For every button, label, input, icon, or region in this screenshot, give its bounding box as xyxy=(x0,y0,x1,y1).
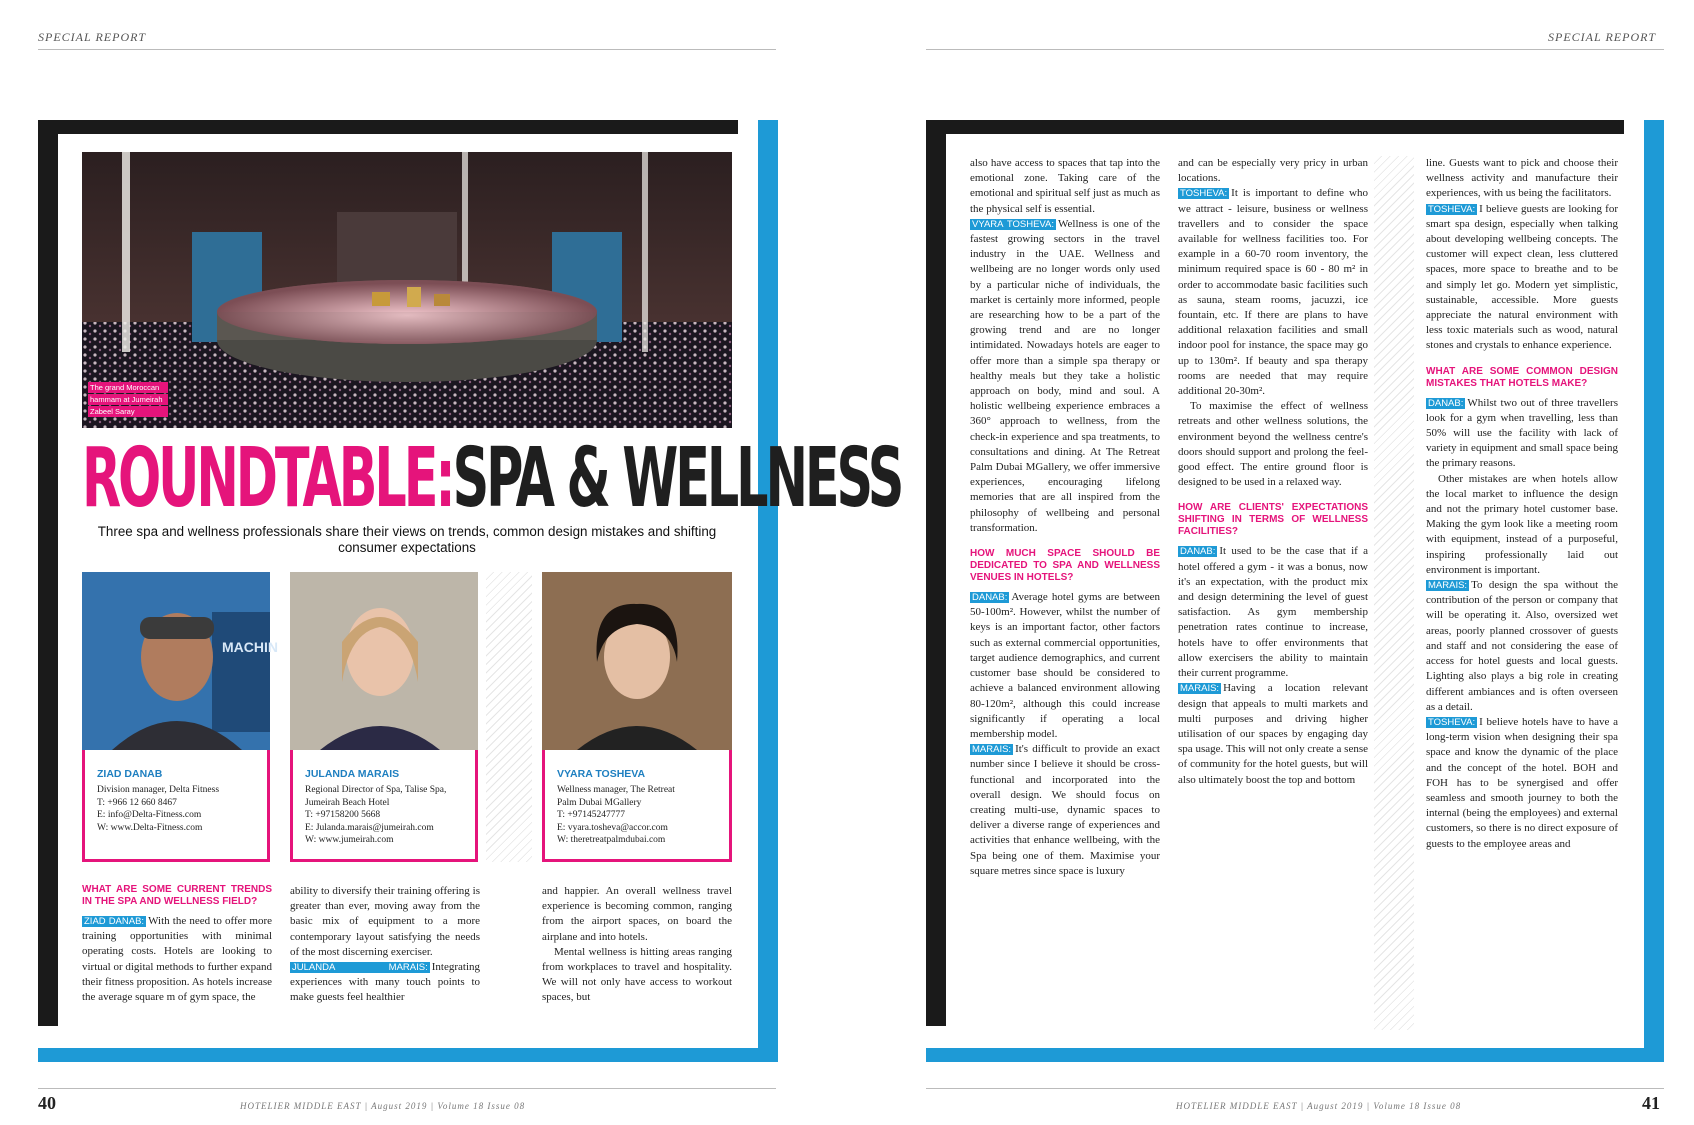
speaker-tag: DANAB: xyxy=(972,592,1008,604)
person-phone: T: +97145247777 xyxy=(557,810,625,820)
footer-left: HOTELIER MIDDLE EAST | August 2019 | Volume 18 Issue 08 xyxy=(240,1101,526,1111)
answer-text: I believe guests are looking for smart spa design, especially when talking about developing wellbeing concepts. The customer will expect clean, less cluttered spaces, more space to breathe and to be and simply let go. Modern yet simplistic, sustainable, accessible. More guests appreciate the natural environment with less toxic materials such as wood, natural stones and crystals to enhance experience. xyxy=(1426,202,1618,352)
answer-text: It used to be the case that if a hotel offered a gym - it was a bonus, now it's an expectation, with the product mix and design determining the level of guest satisfaction. As gym membership penetration rates continue to increase, hotels have to offer environments that allow exercisers the ability to maintain their current programme. xyxy=(1178,545,1368,680)
portrait-julanda-marais xyxy=(290,572,478,750)
answer-text: Mental wellness is hitting areas ranging from workplaces to travel and hospitality. We will not only have access to workout spaces, but xyxy=(542,945,732,1004)
speaker-tag: TOSHEVA: xyxy=(1428,716,1476,728)
right-column-3 xyxy=(1426,156,1618,1030)
question-heading: WHAT ARE SOME COMMON DESIGN MISTAKES THAT HOTELS MAKE? xyxy=(1426,365,1618,389)
left-column-2 xyxy=(290,884,480,1032)
answer-text: To design the spa without the contribution of the person or company that will be operating it. Also, oversized wet areas, poorly planned crossover of guests and staff and not considering the ease of access for hotel guests and local guests. Lighting also plays a big role in creating different ambiances and is often overseen as a detail. xyxy=(1426,579,1618,713)
person-hotel: Jumeirah Beach Hotel xyxy=(305,797,390,808)
standfirst: Three spa and wellness professionals share their views on trends, common design mistakes and shifting consumer expectations xyxy=(97,524,717,555)
running-head-left: SPECIAL REPORT xyxy=(38,30,147,44)
footer-rule-left xyxy=(38,1088,776,1089)
person-email: E: info@Delta-Fitness.com xyxy=(97,810,202,820)
person-title: Wellness manager, The Retreat xyxy=(557,785,675,795)
running-head-right: SPECIAL REPORT xyxy=(1548,30,1657,44)
answer-text: It's difficult to provide an exact number since I believe it should be cross-functional and incorporated into the overall design. We should focus on creating multi-use, dynamic spaces to deliver a diverse range of experiences and activities that enhance wellbeing, with the Spa being one of them. Maximise your square metres since space is luxury xyxy=(970,743,1160,877)
portrait-ziad-danab xyxy=(82,572,278,750)
title-spa-wellness: SPA & WELLNESS xyxy=(452,431,902,526)
person-title: Regional Director of Spa, Talise Spa, xyxy=(305,785,447,795)
answer-text: Whilst two out of three travellers look for a gym when travelling, less than 50% will use the facility with lack of variety in equipment and small space being the primary reasons. xyxy=(1426,396,1618,470)
hatch-decoration xyxy=(486,572,532,862)
speaker-tag: JULANDA MARAIS: xyxy=(292,962,428,974)
speaker-tag: MARAIS: xyxy=(1428,580,1468,592)
frame-top-bar-right xyxy=(926,120,1624,134)
card-ziad-danab xyxy=(82,750,270,862)
frame-bottom-bar-right xyxy=(926,1048,1664,1062)
person-email: E: Julanda.marais@jumeirah.com xyxy=(305,822,434,833)
person-name: VYARA TOSHEVA xyxy=(557,768,646,780)
person-phone: T: +97158200 5668 xyxy=(305,810,381,820)
photo-caption: The grand Moroccan hammam at Jumeirah Zabeel Saray xyxy=(88,382,168,418)
answer-text: Other mistakes are when hotels allow the local market to influence the design and not the primary hotel customer base. Making the gym look like a meeting room with equipment, instead of a purposeful, inspiring professionally laid out environment is important. xyxy=(1426,472,1618,576)
question-heading: WHAT ARE SOME CURRENT TRENDS IN THE SPA AND WELLNESS FIELD? xyxy=(82,884,272,907)
speaker-tag: TOSHEVA: xyxy=(1180,188,1228,200)
portrait-vyara-tosheva xyxy=(542,572,732,750)
page-number-right: 41 xyxy=(1642,1093,1660,1113)
speaker-tag: DANAB: xyxy=(1428,397,1464,409)
person-website: W: www.Delta-Fitness.com xyxy=(97,822,203,833)
svg-text:MACHIN: MACHIN xyxy=(222,639,278,655)
left-column-3 xyxy=(542,884,732,1032)
speaker-tag: MARAIS: xyxy=(1180,683,1220,695)
person-hotel: Palm Dubai MGallery xyxy=(557,797,642,808)
frame-top-bar-left xyxy=(38,120,738,134)
question-heading: HOW MUCH SPACE SHOULD BE DEDICATED TO SPA AND WELLNESS VENUES IN HOTELS? xyxy=(970,548,1160,584)
right-column-2 xyxy=(1178,156,1368,1030)
frame-left-bar-right xyxy=(926,120,946,1026)
speaker-tag: ZIAD DANAB: xyxy=(84,916,145,927)
person-website: W: www.jumeirah.com xyxy=(305,835,394,845)
answer-text: line. Guests want to pick and choose their wellness activity and manufacture their experiences, with us being the facilitators. xyxy=(1426,157,1618,200)
person-title: Division manager, Delta Fitness xyxy=(97,785,220,795)
title-roundtable: ROUNDTABLE: xyxy=(82,431,453,526)
speaker-tag: VYARA TOSHEVA: xyxy=(972,218,1055,230)
speaker-tag: DANAB: xyxy=(1180,546,1216,558)
answer-text: Average hotel gyms are between 50-100m². However, whilst the number of keys is an important factor, other factors such as external commercial opportunities, target audience demographics, and current customer base should be considered to achieve a balanced environment allowing 80-120m², although this could increase significantly if operating a local membership model. xyxy=(970,591,1160,740)
answer-text: Having a location relevant design that appeals to multi markets and multi purposes and driving higher utilisation of our spaces by engaging day spa usage. This will not only create a sense of community for the hotel guests, but will also ultimately boost the top and bottom xyxy=(1178,682,1368,786)
frame-right-bar-left xyxy=(758,120,778,1062)
right-column-1 xyxy=(970,156,1160,1030)
person-phone: T: +966 12 660 8467 xyxy=(97,797,177,808)
frame-right-bar-right xyxy=(1644,120,1664,1062)
page-number-left: 40 xyxy=(38,1093,56,1113)
answer-text: To maximise the effect of wellness retreats and other wellness solutions, the environment beyond the wellness centre's doors should support and prolong the feel-good effect. The entire ground floor is designed to be used in a relaxed way. xyxy=(1178,400,1368,489)
answer-text: and can be especially very pricy in urban locations. xyxy=(1178,157,1368,185)
answer-text: and happier. An overall wellness travel experience is becoming common, ranging from the airport spaces, on board the airplane and into hotels. xyxy=(542,885,732,943)
frame-left-bar-left xyxy=(38,120,58,1026)
question-heading: HOW ARE CLIENTS' EXPECTATIONS SHIFTING IN TERMS OF WELLNESS FACILITIES? xyxy=(1178,502,1368,538)
header-rule-left xyxy=(38,49,776,50)
header-rule-right xyxy=(926,49,1664,50)
speaker-tag: MARAIS: xyxy=(972,744,1012,756)
person-name: JULANDA MARAIS xyxy=(305,768,400,780)
answer-text: It is important to define who we attract - leisure, business or wellness travellers and to consider the space available for wellness facilities too. For example in a 60-70 room inventory, the minimum required space is 60 - 80 m² in order to accommodate basic facilities such as sauna, steam rooms, jacuzzi, ice fountain, etc. If there are plans to have additional relaxation facilities and small indoor pool for instance, the space may go up to 130m². If beauty and spa therapy rooms are needed that may require additional 20-30m². xyxy=(1178,187,1368,398)
speaker-tag: TOSHEVA: xyxy=(1428,203,1476,215)
person-website: W: theretreatpalmdubai.com xyxy=(557,835,666,845)
answer-text: I believe hotels have to have a long-term vision when designing their spa space and know the dynamic of the place and the concept of the hotel. BOH and FOH has to be synergised and offer seamless and smooth journey to both the internal (being the employees) and external customers, so there is no direct exposure of guests to the employee areas and xyxy=(1426,715,1618,850)
hero-photo-hammam xyxy=(82,152,732,428)
card-vyara-tosheva xyxy=(542,750,732,862)
answer-text: Integrating experiences with many touch points to make guests feel healthier xyxy=(290,961,480,1004)
frame-bottom-bar-left xyxy=(38,1048,778,1062)
answer-text: ability to diversify their training offering is greater than ever, moving away from the basic mix of equipment to a more contemporary layout satisfying the needs of the most discerning exerciser. xyxy=(290,885,480,958)
left-column-1 xyxy=(82,884,272,1032)
answer-text: With the need to offer more training opportunities with minimal operating costs. Hotels are looking to virtual or digital methods to further expand their fitness proposition. As hotels increase the average square m of gym space, the xyxy=(82,915,273,1004)
answer-text: also have access to spaces that tap into the emotional zone. Taking care of the emotional and spiritual self just as much as the physical self is essential. xyxy=(970,157,1160,215)
page-title xyxy=(82,431,902,526)
footer-right: HOTELIER MIDDLE EAST | August 2019 | Volume 18 Issue 08 xyxy=(1176,1101,1462,1111)
person-name: ZIAD DANAB xyxy=(97,768,163,780)
hatch-decoration xyxy=(1374,156,1414,1030)
person-email: E: vyara.tosheva@accor.com xyxy=(557,822,668,833)
footer-rule-right xyxy=(926,1088,1664,1089)
answer-text: Wellness is one of the fastest growing sectors in the travel industry in the UAE. Wellness and wellbeing are no longer words only used by a particular niche of individuals, the market is certainly more informed, people are researching how to be a part of the growing trend and are no longer intimidated. Nowadays hotels are eager to offer more than a simple spa therapy or healthy meals but they take a holistic approach on body, mind and soul. A holistic wellbeing experience embraces a 360° approach to wellness, from the check-in experience and spa treatments, to consultations and dining. At The Retreat Palm Dubai MGallery, we offer immersive experiences, encouraging lifelong memories that are all inspired from the philosophy of wellbeing and personal transformation. xyxy=(970,217,1160,534)
card-julanda-marais xyxy=(290,750,478,862)
